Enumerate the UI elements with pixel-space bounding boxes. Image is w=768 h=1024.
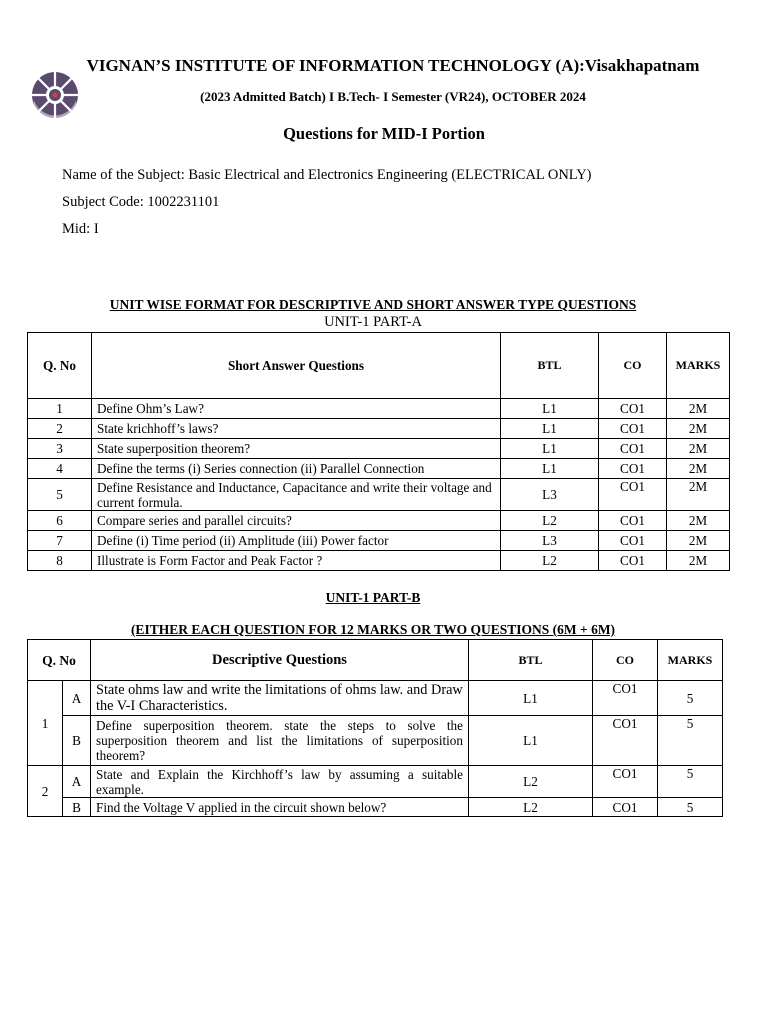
question-text: Define (i) Time period (ii) Amplitude (iii) Power factor xyxy=(92,531,501,551)
question-text: State superposition theorem? xyxy=(92,439,501,459)
co-cell: CO1 xyxy=(599,419,667,439)
table-row xyxy=(28,531,730,551)
table-row xyxy=(28,459,730,479)
question-text: State krichhoff’s laws? xyxy=(92,419,501,439)
question-number: 6 xyxy=(28,511,92,531)
question-number: 2 xyxy=(28,419,92,439)
table-row xyxy=(28,716,723,766)
question-number: 4 xyxy=(28,459,92,479)
marks-cell: 2M xyxy=(667,459,730,479)
column-header: BTL xyxy=(469,640,593,681)
table-header-row xyxy=(28,640,723,681)
question-text: Define the terms (i) Series connection (ii) Parallel Connection xyxy=(92,459,501,479)
table-row xyxy=(28,551,730,571)
question-text: State ohms law and write the limitations of ohms law. and Draw the V-I Characteristics. xyxy=(91,681,469,716)
marks-cell: 5 xyxy=(658,681,723,716)
marks-cell: 5 xyxy=(658,798,723,817)
table-row xyxy=(28,479,730,511)
column-header: Q. No xyxy=(28,640,91,681)
co-cell: CO1 xyxy=(599,459,667,479)
co-cell: CO1 xyxy=(599,511,667,531)
table-row xyxy=(28,681,723,716)
btl-cell: L1 xyxy=(469,716,593,766)
table-header-row xyxy=(28,333,730,399)
question-number: 3 xyxy=(28,439,92,459)
subject-code: Subject Code: 1002231101 xyxy=(62,194,220,210)
co-cell: CO1 xyxy=(593,766,658,798)
marks-cell: 2M xyxy=(667,531,730,551)
table-row xyxy=(28,511,730,531)
question-number: 2 xyxy=(28,766,63,817)
btl-cell: L2 xyxy=(501,511,599,531)
batch-line: (2023 Admitted Batch) I B.Tech- I Semester (VR24), OCTOBER 2024 xyxy=(200,89,586,104)
btl-cell: L1 xyxy=(501,419,599,439)
marks-cell: 2M xyxy=(667,399,730,419)
marks-cell: 2M xyxy=(667,551,730,571)
btl-cell: L3 xyxy=(501,479,599,511)
btl-cell: L1 xyxy=(501,399,599,419)
part-a-table xyxy=(27,332,730,571)
question-number: 7 xyxy=(28,531,92,551)
column-header: CO xyxy=(599,333,667,399)
format-heading: UNIT WISE FORMAT FOR DESCRIPTIVE AND SHORT ANSWER TYPE QUESTIONS xyxy=(109,297,637,312)
co-cell: CO1 xyxy=(593,681,658,716)
institute-name: VIGNAN’S INSTITUTE OF INFORMATION TECHNOLOGY (A):Visakhapatnam xyxy=(86,56,700,75)
part-b-instruction: (EITHER EACH QUESTION FOR 12 MARKS OR TWO QUESTIONS (6M + 6M) xyxy=(130,622,616,637)
column-header: Short Answer Questions xyxy=(92,333,501,399)
marks-cell: 5 xyxy=(658,716,723,766)
part-b-heading-text: UNIT-1 PART-B xyxy=(325,590,421,605)
part-a-heading: UNIT-1 PART-A xyxy=(324,314,422,330)
part-b-table xyxy=(27,639,723,817)
question-text: Define Ohm’s Law? xyxy=(92,399,501,419)
question-text: Define Resistance and Inductance, Capacitance and write their voltage and current formula. xyxy=(92,479,501,511)
btl-cell: L1 xyxy=(501,459,599,479)
marks-cell: 2M xyxy=(667,439,730,459)
marks-cell: 2M xyxy=(667,511,730,531)
question-number: 8 xyxy=(28,551,92,571)
btl-cell: L1 xyxy=(469,681,593,716)
co-cell: CO1 xyxy=(599,531,667,551)
btl-cell: L3 xyxy=(501,531,599,551)
column-header: CO xyxy=(593,640,658,681)
co-cell: CO1 xyxy=(593,716,658,766)
question-text: Find the Voltage V applied in the circuit shown below? xyxy=(91,798,469,817)
page-title: Questions for MID-I Portion xyxy=(283,124,485,143)
column-header: BTL xyxy=(501,333,599,399)
sub-question-label: A xyxy=(63,681,91,716)
column-header: MARKS xyxy=(667,333,730,399)
question-text: Illustrate is Form Factor and Peak Factor ? xyxy=(92,551,501,571)
btl-cell: L2 xyxy=(469,798,593,817)
subject-name: Name of the Subject: Basic Electrical and Electronics Engineering (ELECTRICAL ONLY) xyxy=(62,167,592,183)
table-row xyxy=(28,439,730,459)
co-cell: CO1 xyxy=(593,798,658,817)
btl-cell: L2 xyxy=(501,551,599,571)
table-row xyxy=(28,419,730,439)
question-number: 5 xyxy=(28,479,92,511)
question-text: Compare series and parallel circuits? xyxy=(92,511,501,531)
column-header: MARKS xyxy=(658,640,723,681)
column-header: Descriptive Questions xyxy=(91,640,469,681)
question-number: 1 xyxy=(28,681,63,766)
table-row xyxy=(28,798,723,817)
question-text: State and Explain the Kirchhoff’s law by assuming a suitable example. xyxy=(91,766,469,798)
marks-cell: 2M xyxy=(667,479,730,511)
marks-cell: 2M xyxy=(667,419,730,439)
question-number: 1 xyxy=(28,399,92,419)
co-cell: CO1 xyxy=(599,479,667,511)
marks-cell: 5 xyxy=(658,766,723,798)
part-b-heading xyxy=(0,590,746,606)
sub-question-label: B xyxy=(63,716,91,766)
table-row xyxy=(28,766,723,798)
sub-question-label: B xyxy=(63,798,91,817)
mid-label: Mid: I xyxy=(62,221,99,237)
btl-cell: L2 xyxy=(469,766,593,798)
sub-question-label: A xyxy=(63,766,91,798)
co-cell: CO1 xyxy=(599,439,667,459)
co-cell: CO1 xyxy=(599,399,667,419)
column-header: Q. No xyxy=(28,333,92,399)
co-cell: CO1 xyxy=(599,551,667,571)
question-text: Define superposition theorem. state the steps to solve the superposition theorem and list the limitations of superposition theorem? xyxy=(91,716,469,766)
table-row xyxy=(28,399,730,419)
btl-cell: L1 xyxy=(501,439,599,459)
